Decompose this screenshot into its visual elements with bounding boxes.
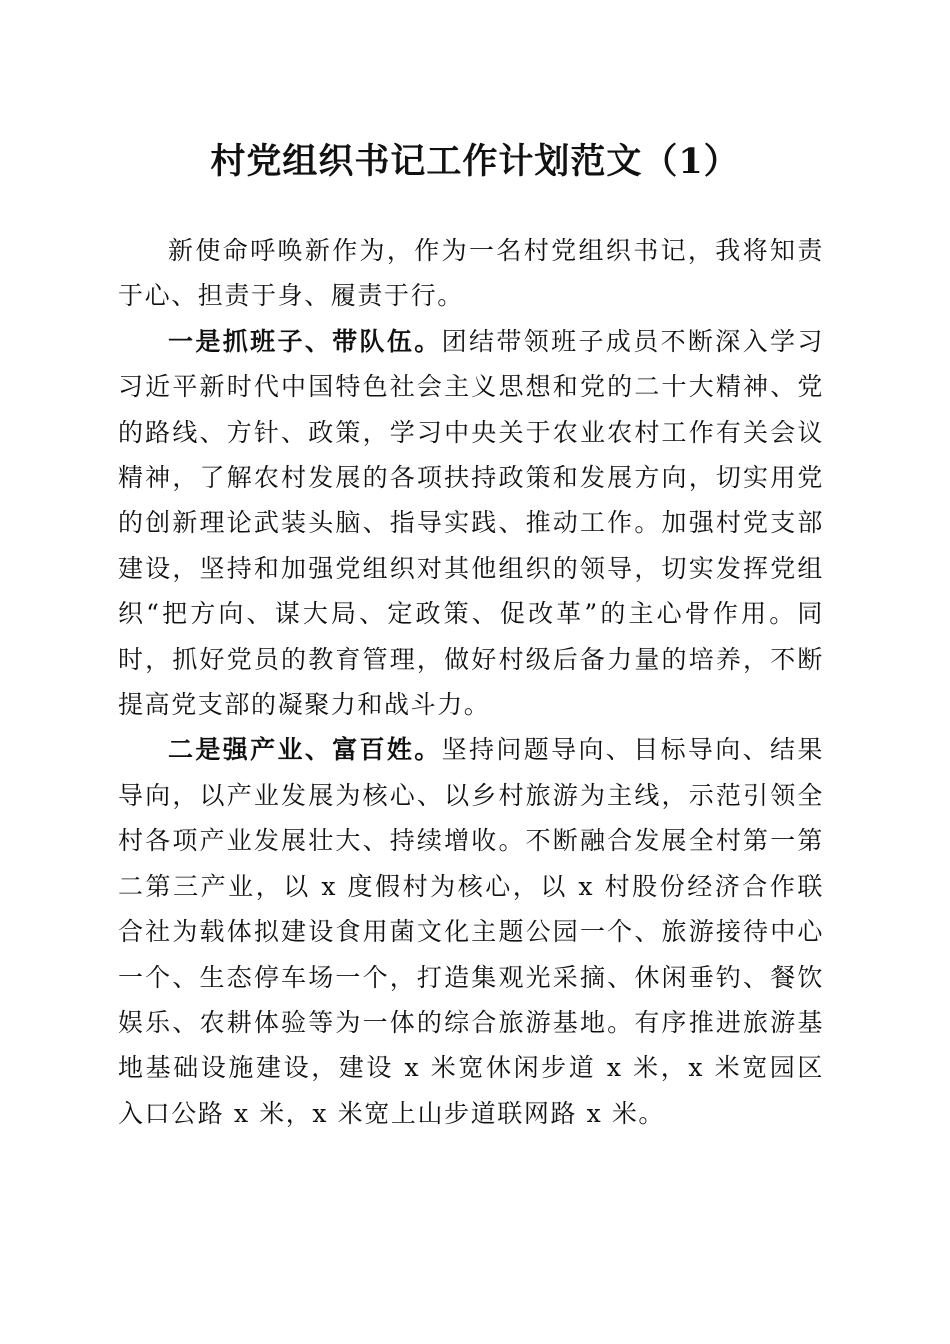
paragraph-industry xyxy=(118,727,824,1136)
document-body xyxy=(118,228,824,1136)
page-title: 村党组织书记工作计划范文（1） xyxy=(210,141,740,182)
paragraph-team-building xyxy=(118,319,824,728)
paragraph-intro xyxy=(118,228,824,319)
paragraph-team-building-text: 团结带领班子成员不断深入学习习近平新时代中国特色社会主义思想和党的二十大精神、党的路线、方针、政策，学习中央关于农业农村工作有关会议精神，了解农村发展的各项扶持政策和发展方向，切实用党的创新理论武装头脑、指导实践、推动工作。加强村党支部建设，坚持和加强党组织对其他组织的领导，切实发挥党组织“把方向、谋大局、定政策、促改革”的主心骨作用。同时，抓好党员的教育管理，做好村级后备力量的培养，不断提高党支部的凝聚力和战斗力。 xyxy=(118,326,824,720)
paragraph-intro-text: 新使命呼唤新作为，作为一名村党组织书记，我将知责于心、担责于身、履责于行。 xyxy=(118,236,824,311)
paragraph-industry-text: 坚持问题导向、目标导向、结果导向，以产业发展为核心、以乡村旅游为主线，示范引领全村各项产业发展壮大、持续增收。不断融合发展全村第一第二第三产业，以 x 度假村为核心，以 x 村股份经济合作联合社为载体拟建设食用菌文化主题公园一个、旅游接待中心一个、生态停车场一个，打造集观光采摘、休闲垂钓、餐饮娱乐、农耕体验等为一体的综合旅游基地。有序推进旅游基地基础设施建设，建设 x 米宽休闲步道 x 米，x 米宽园区入口公路 x 米，x 米宽上山步道联网路 x 米。 xyxy=(118,735,824,1128)
paragraph-team-building-lead: 一是抓班子、带队伍。 xyxy=(168,326,442,356)
paragraph-industry-lead: 二是强产业、富百姓。 xyxy=(168,735,442,765)
